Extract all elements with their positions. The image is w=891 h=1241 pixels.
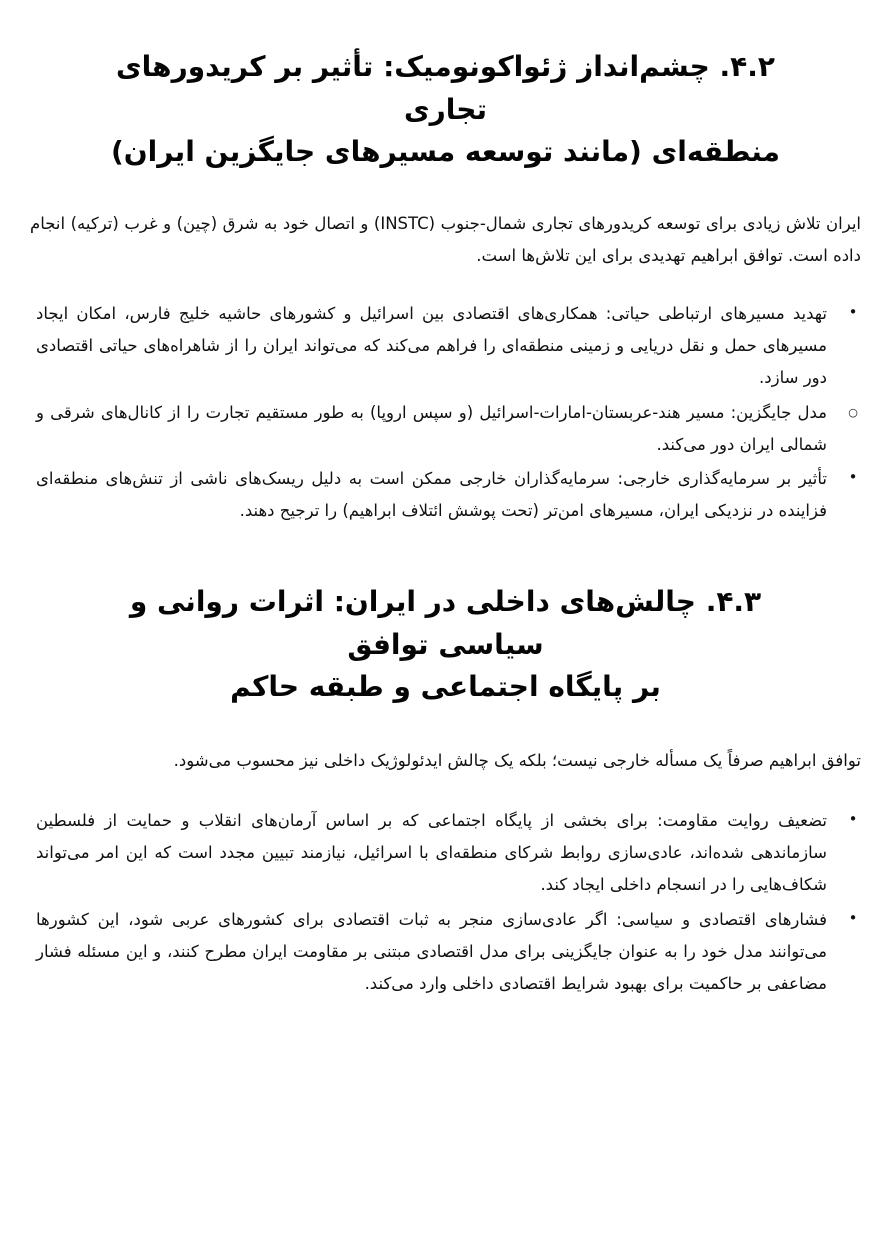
section-heading-block-4-3: [26, 581, 865, 709]
document-page: [0, 46, 891, 1241]
list-item-text: تضعیف روایت مقاومت: برای بخشی از پایگاه اجتماعی که بر اساس آرمان‌های انقلاب و حمایت از فلسطین سازماندهی شده‌اند، عادی‌سازی روابط شرکای منطقه‌ای با اسرائیل، نیازمند تبیین مجدد است که این امر می‌تواند شکاف‌هایی را در انسجام داخلی ایجاد کند.: [36, 811, 827, 895]
list-item: [26, 397, 865, 461]
list-item-text: تهدید مسیرهای ارتباطی حیاتی: همکاری‌های اقتصادی بین اسرائیل و کشورهای حاشیه خلیج فارس، امکان ایجاد مسیرهای حمل و نقل دریایی و زمینی منطقه‌ای را فراهم می‌کند که می‌تواند ایران را از شاهراه‌های حیاتی اقتصادی دور سازد.: [36, 303, 827, 388]
bullet-hollow-circle-icon: ○: [848, 405, 858, 419]
bullet-list-4-2: [26, 298, 865, 527]
list-item-text: مدل جایگزین: مسیر هند-عربستان-امارات-اسرائیل (و سپس اروپا) به طور مستقیم تجارت را از کانال‌های شرقی و شمالی ایران دور می‌کند.: [36, 402, 827, 454]
paragraph-4-3-intro: توافق ابراهیم صرفاً یک مسأله خارجی نیست؛ بلکه یک چالش ایدئولوژیک داخلی نیز محسوب می‌شود.: [173, 750, 861, 770]
heading-4-2-line-2: منطقه‌ای (مانند توسعه مسیرهای جایگزین ایران): [110, 135, 781, 169]
heading-4-3-line-2: بر پایگاه اجتماعی و طبقه حاکم: [230, 670, 661, 704]
bullet-disc-icon: •: [848, 467, 858, 486]
heading-4-3-line-1: ۴.۳. چالش‌های داخلی در ایران: اثرات روانی و سیاسی توافق: [129, 585, 762, 661]
page-title-4-3: [26, 581, 865, 709]
list-item-text: تأثیر بر سرمایه‌گذاری خارجی: سرمایه‌گذاران خارجی ممکن است به دلیل ریسک‌های ناشی از تنش‌های منطقه‌ای فزاینده در نزدیکی ایران، مسیرهای امن‌تر (تحت پوشش ائتلاف ابراهیم) را ترجیح دهند.: [36, 468, 827, 521]
bullet-disc-icon: •: [848, 908, 858, 927]
list-item: [26, 904, 865, 1001]
bullet-disc-icon: •: [848, 302, 858, 321]
section-heading-block-4-2: [26, 46, 865, 174]
list-item: [26, 463, 865, 527]
bullet-list-4-3: [26, 805, 865, 1000]
list-item: [26, 805, 865, 902]
bullet-disc-icon: •: [848, 810, 858, 828]
page-title-4-2: [26, 46, 865, 174]
list-item: [26, 298, 865, 395]
paragraph-4-2-intro: ایران تلاش زیادی برای توسعه کریدورهای تجاری شمال-جنوب (INSTC) و اتصال خود به شرق (چین) و غرب (ترکیه) انجام داده است. توافق ابراهیم تهدیدی برای این تلاش‌ها است.: [30, 213, 861, 265]
list-item-text: فشارهای اقتصادی و سیاسی: اگر عادی‌سازی منجر به ثبات اقتصادی برای کشورهای عربی شود، این کشورها می‌توانند مدل خود را به عنوان جایگزینی برای مدل اقتصادی مبتنی بر مقاومت ایران مطرح کنند، و این مسئله فشار مضاعفی بر حاکمیت برای بهبود شرایط اقتصادی داخلی وارد می‌کند.: [36, 909, 827, 993]
heading-4-2-line-1: ۴.۲. چشم‌انداز ژئواکونومیک: تأثیر بر کریدورهای تجاری: [116, 50, 775, 126]
